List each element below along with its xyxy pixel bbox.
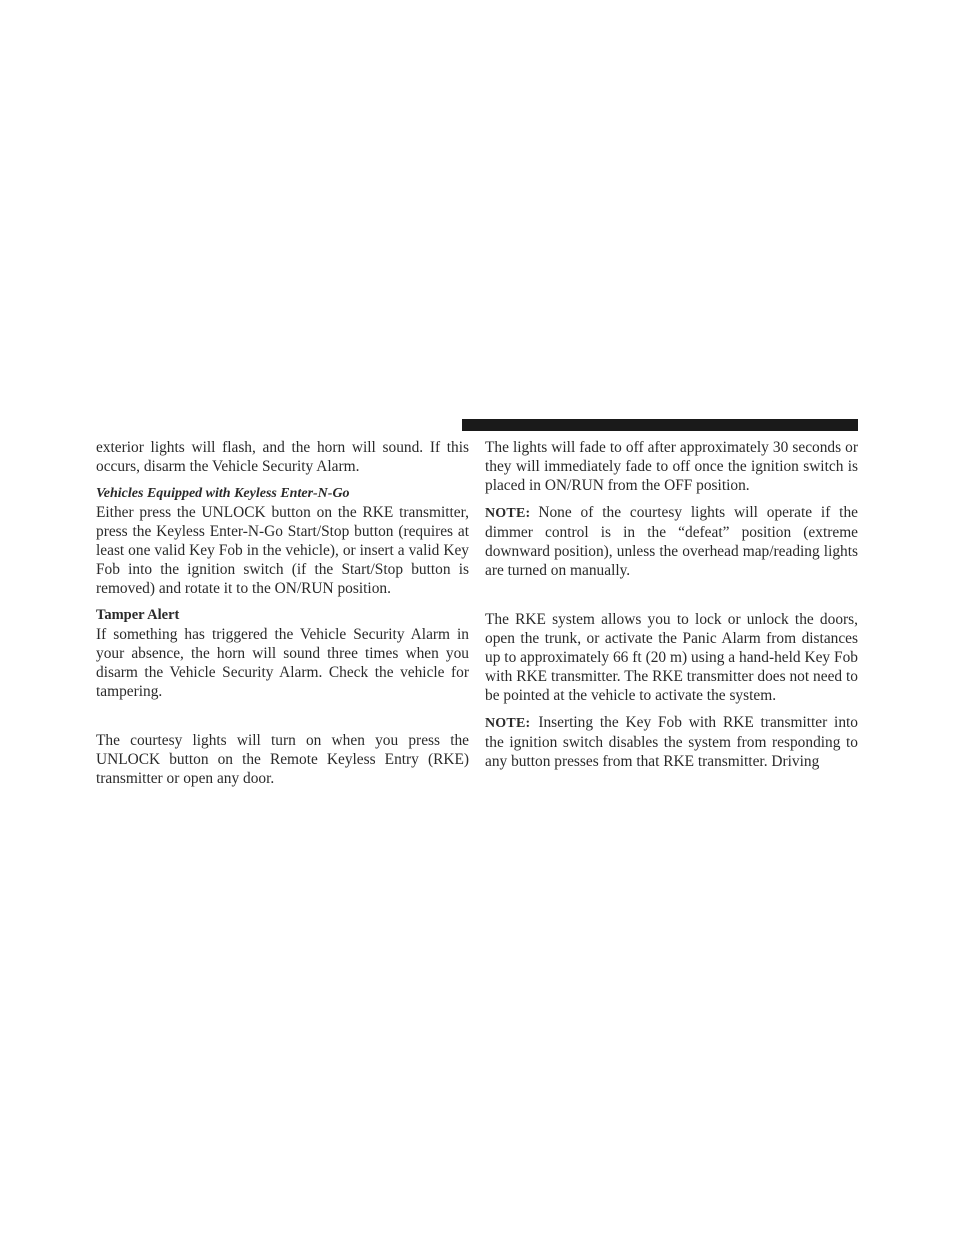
section-header-bar: [462, 419, 858, 431]
key-fob-ignition-note: [485, 713, 858, 771]
left-column: [96, 438, 469, 788]
note-label: NOTE:: [485, 506, 531, 521]
note-label: NOTE:: [485, 716, 531, 731]
tamper-alert-paragraph: If something has triggered the Vehicle Security Alarm in your absence, the horn will sound three times when you disarm the Vehicle Security Alarm. Check the vehicle for tampering.: [96, 626, 469, 700]
lights-fade-paragraph: The lights will fade to off after approximately 30 seconds or they will immediately fade to off once the ignition switch is placed in ON/RUN from the OFF position.: [485, 439, 858, 494]
courtesy-lights-paragraph: The courtesy lights will turn on when you press the UNLOCK button on the Remote Keyless Entry (RKE) transmitter or open any door.: [96, 732, 469, 787]
tamper-alert-heading: Tamper Alert: [96, 607, 180, 623]
alarm-sound-paragraph: exterior lights will flash, and the horn will sound. If this occurs, disarm the Vehicle Security Alarm.: [96, 439, 469, 475]
note-text: Inserting the Key Fob with RKE transmitter into the ignition switch disables the system from responding to any button presses from that RKE transmitter. Driving: [485, 714, 858, 770]
right-column: [485, 438, 858, 771]
note-text: None of the courtesy lights will operate if the dimmer control is in the “defeat” position (extreme downward position), unless the overhead map/reading lights are turned on manually.: [485, 504, 858, 579]
keyless-disarm-paragraph: Either press the UNLOCK button on the RKE transmitter, press the Keyless Enter-N-Go Start/Stop button (requires at least one valid Key Fob in the vehicle), or insert a valid Key Fob into the ignition switch (if the Start/Stop button is removed) and rotate it to the ON/RUN position.: [96, 504, 469, 597]
rke-system-paragraph: The RKE system allows you to lock or unlock the doors, open the trunk, or activate the Panic Alarm from distances up to approximately 66 ft (20 m) using a hand-held Key Fob with RKE transmitter. The RKE transmitter does not need to be pointed at the vehicle to activate the system.: [485, 611, 858, 704]
courtesy-lights-note: [485, 503, 858, 580]
keyless-enter-n-go-heading: Vehicles Equipped with Keyless Enter-N-Go: [96, 486, 350, 501]
